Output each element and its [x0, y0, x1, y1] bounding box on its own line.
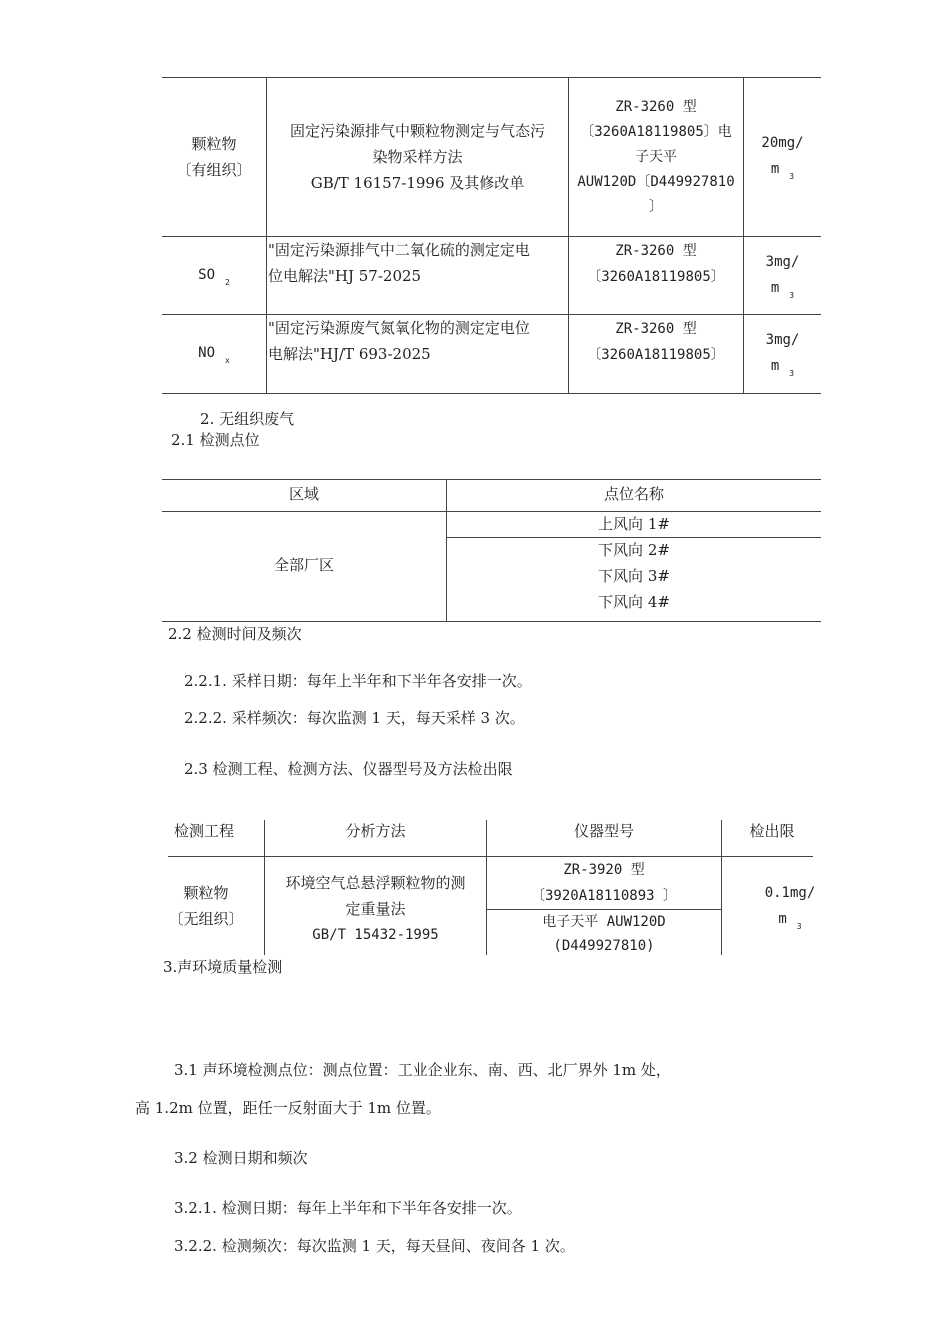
header-point-name: 点位名称 [603, 485, 664, 503]
instrument-cell: ZR-3260 型 〔3260A18119805〕 [587, 243, 725, 285]
header-item: 检测工程 [173, 822, 234, 840]
instrument-cell: ZR-3260 型 〔3260A18119805〕 [587, 321, 725, 363]
section-3-1-line2: 高 1.2m 位置，距任一反射面大于 1m 位置。 [135, 1099, 441, 1117]
item-name: 颗粒物 [183, 884, 229, 902]
limit-cell: 0.1mg/ m $_3$ [764, 885, 816, 931]
method-cell: 固定污染源排气中颗粒物测定与气态污 染物采样方法 GB/T 16157-1996 及其修改单 [289, 122, 545, 192]
section-3-title: 3.声环境质量检测 [163, 958, 283, 976]
section-3-1-line1: 3.1 声环境检测点位：测点位置：工业企业东、南、西、北厂界外 1m 处， [174, 1061, 671, 1079]
item-name: SO [198, 266, 216, 283]
item-qualifier: 〔有组织〕 [176, 161, 252, 179]
method-cell: 环境空气总悬浮颗粒物的测 定重量法 GB/T 15432-1995 [285, 874, 466, 943]
header-area: 区域 [288, 485, 319, 503]
instrument-cell: 电子天平 AUW120D (D449927810) [542, 914, 666, 954]
header-instrument: 仪器型号 [573, 822, 634, 840]
section-3-2-1: 3.2.1. 检测日期：每年上半年和下半年各安排一次。 [174, 1199, 522, 1217]
list-item: 下风向 4# [598, 593, 670, 611]
instrument-cell: ZR-3920 型 〔3920A18110893 〕 [530, 862, 677, 904]
area-cell: 全部厂区 [273, 556, 334, 574]
limit-cell: 3mg/ m $_3$ [765, 332, 800, 378]
method-cell: "固定污染源废气氮氧化物的测定定电位 电解法"HJ/T 693-2025 [268, 319, 530, 363]
list-item: 下风向 2# [598, 541, 670, 559]
table-row [162, 857, 250, 955]
instrument-cell: ZR-3260 型 〔3260A18119805〕电 子天平 AUW120D〔D449927810 〕 [577, 98, 735, 215]
limit-cell: 3mg/ m $_3$ [765, 253, 800, 300]
item-qualifier: 〔无组织〕 [168, 910, 244, 928]
section-2-title: 2. 无组织废气 [200, 410, 295, 428]
limit-cell: 20mg/ m $_3$ [761, 135, 804, 181]
item-name: 颗粒物 [191, 135, 237, 153]
section-2-2-1: 2.2.1. 采样日期：每年上半年和下半年各安排一次。 [184, 672, 532, 690]
section-2-2-title: 2.2 检测时间及频次 [168, 625, 302, 643]
table-row: NO $_x$ [198, 345, 230, 365]
method-cell: "固定污染源排气中二氧化硫的测定定电 位电解法"HJ 57-2025 [268, 241, 530, 285]
section-2-1-title: 2.1 检测点位 [171, 431, 260, 449]
section-3-2-title: 3.2 检测日期和频次 [174, 1149, 308, 1167]
header-limit: 检出限 [749, 822, 795, 840]
section-2-2-2: 2.2.2. 采样频次：每次监测 1 天，每天采样 3 次。 [184, 709, 525, 727]
list-item: 上风向 1# [598, 515, 670, 533]
table-row: SO $_2$ [198, 266, 230, 287]
list-item: 下风向 3# [598, 567, 670, 585]
item-name: NO [198, 345, 216, 361]
header-method: 分析方法 [345, 822, 406, 840]
section-2-3-title: 2.3 检测工程、检测方法、仪器型号及方法检出限 [184, 760, 513, 778]
section-3-2-2: 3.2.2. 检测频次：每次监测 1 天，每天昼间、夜间各 1 次。 [174, 1237, 575, 1255]
table-row [162, 78, 266, 236]
